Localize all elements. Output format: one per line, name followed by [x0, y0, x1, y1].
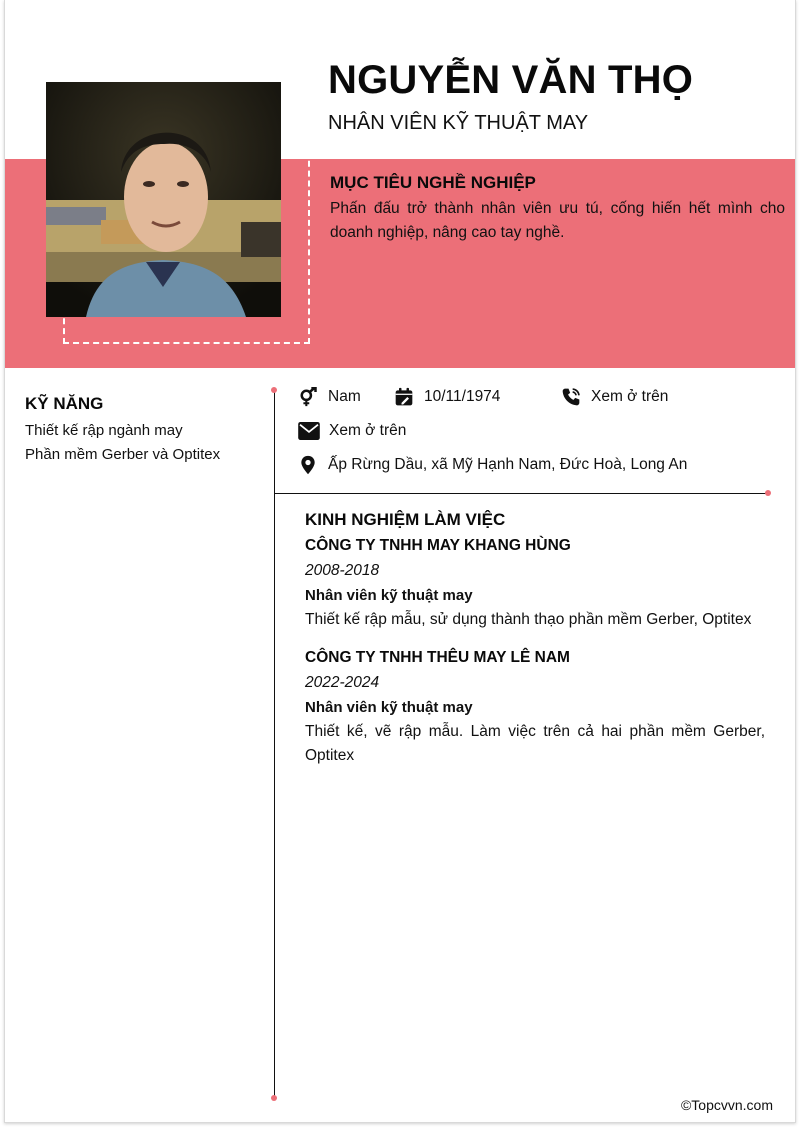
job-description: Thiết kế, vẽ rập mẫu. Làm việc trên cả hai phần mềm Gerber, Optitex [305, 723, 765, 764]
gender-icon [297, 386, 319, 408]
objective-section [330, 172, 785, 245]
objective-text: Phấn đấu trở thành nhân viên ưu tú, cống hiến hết mình cho doanh nghiệp, nâng cao tay nghề. [330, 200, 785, 241]
contact-dob [393, 386, 500, 408]
phone-value: Xem ở trên [591, 388, 669, 405]
phone-icon [560, 386, 582, 408]
portrait-photo-icon [46, 82, 281, 317]
email-value: Xem ở trên [329, 422, 407, 439]
contact-phone [560, 386, 668, 408]
address-value: Ấp Rừng Dầu, xã Mỹ Hạnh Nam, Đức Hoà, Long An [328, 456, 688, 473]
divider-dot-right [765, 490, 771, 496]
objective-heading: MỤC TIÊU NGHỀ NGHIỆP [330, 173, 536, 192]
job-entry [305, 535, 765, 632]
job-company: CÔNG TY TNHH THÊU MAY LÊ NAM [305, 649, 570, 666]
job-company: CÔNG TY TNHH MAY KHANG HÙNG [305, 537, 571, 554]
map-pin-icon [297, 454, 319, 476]
candidate-name: NGUYỄN VĂN THỌ [328, 58, 694, 102]
timeline-dot-bottom [271, 1095, 277, 1101]
skill-item: Phần mềm Gerber và Optitex [25, 446, 221, 463]
experience-section [305, 509, 765, 768]
job-period: 2008-2018 [305, 562, 380, 579]
gender-value: Nam [328, 388, 361, 405]
dob-value: 10/11/1974 [424, 388, 501, 405]
skills-heading: KỸ NĂNG [25, 394, 104, 413]
experience-heading: KINH NGHIỆM LÀM VIỆC [305, 510, 506, 529]
envelope-icon [297, 420, 321, 442]
contact-gender [297, 386, 361, 408]
job-period: 2022-2024 [305, 674, 380, 691]
job-role: Nhân viên kỹ thuật may [305, 699, 473, 716]
profile-photo [46, 82, 281, 317]
job-description: Thiết kế rập mẫu, sử dụng thành thạo phần mềm Gerber, Optitex [305, 611, 752, 628]
contact-address [297, 454, 687, 476]
contact-divider-line [274, 493, 768, 494]
timeline-vertical-line [274, 390, 275, 1098]
footer-copyright: ©Topcvvn.com [680, 1097, 773, 1113]
skills-section [25, 393, 265, 467]
contact-email [297, 420, 406, 442]
job-role: Nhân viên kỹ thuật may [305, 587, 473, 604]
timeline-dot-top [271, 387, 277, 393]
job-entry [305, 647, 765, 768]
skills-list [25, 419, 265, 467]
calendar-icon [393, 386, 415, 408]
candidate-job-title: NHÂN VIÊN KỸ THUẬT MAY [328, 112, 589, 134]
skill-item: Thiết kế rập ngành may [25, 422, 183, 439]
